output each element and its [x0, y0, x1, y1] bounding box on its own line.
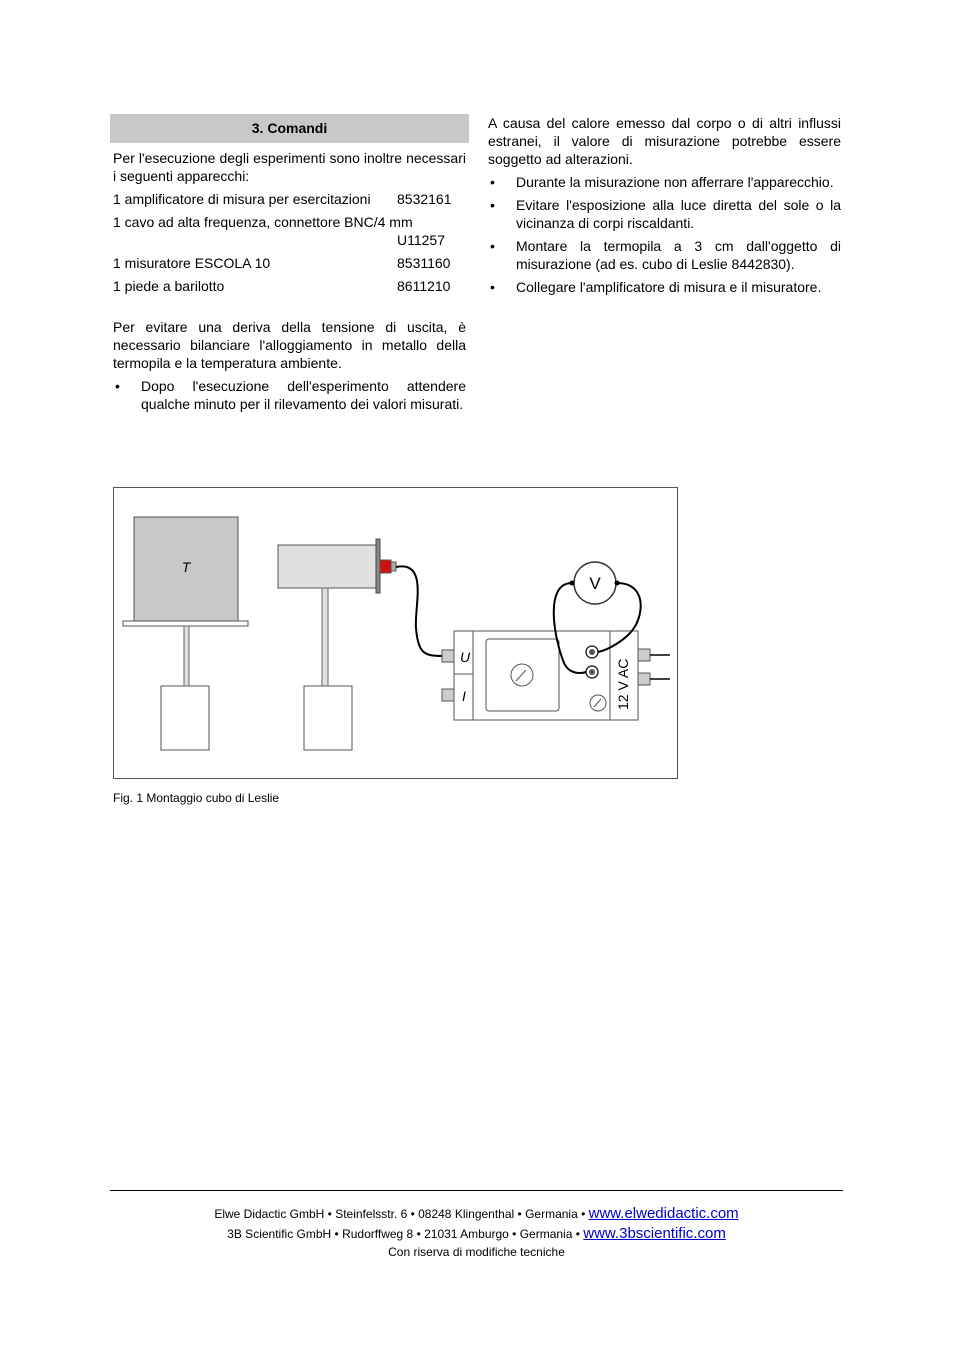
input-i-socket — [442, 689, 454, 701]
footer-address-3b: 3B Scientific GmbH • Rudorffweg 8 • 21031 Amburgo • Germania • — [227, 1227, 584, 1241]
footer-address-elwe: Elwe Didactic GmbH • Steinfelsstr. 6 • 08248 Klingenthal • Germania • — [214, 1207, 589, 1221]
equipment-desc: 1 cavo ad alta frequenza, connettore BNC/4 mm — [113, 214, 413, 230]
equipment-item — [113, 254, 466, 272]
setup-diagram — [114, 488, 679, 780]
bullet-item: • Durante la misurazione non afferrare l'apparecchio. — [488, 173, 841, 191]
bnc-cable — [396, 566, 442, 656]
thermopile-base — [304, 686, 352, 750]
influence-paragraph: A causa del calore emesso dal corpo o di altri influssi estranei, il valore di misurazione potrebbe essere soggetto ad alterazioni. — [488, 115, 841, 167]
equipment-desc: 1 misuratore ESCOLA 10 — [113, 255, 271, 271]
cube-base — [161, 686, 209, 750]
left-column — [113, 114, 466, 413]
bullet-item: • Evitare l'esposizione alla luce diretta del sole o la vicinanza di corpi riscaldanti. — [488, 196, 841, 232]
equipment-desc: 1 piede a barilotto — [113, 278, 225, 294]
3b-link[interactable]: www.3bscientific.com — [583, 1225, 726, 1242]
cube-rod — [184, 626, 189, 686]
equipment-item — [113, 277, 466, 295]
input-u-label: U — [460, 649, 471, 665]
equipment-item — [113, 213, 466, 249]
equipment-number: 8611210 — [397, 278, 451, 294]
thermopile-rod — [322, 588, 328, 686]
input-u-socket — [442, 650, 454, 662]
bullet-item: • Montare la termopila a 3 cm dall'oggetto di misurazione (ad es. cubo di Leslie 8442830). — [488, 237, 841, 273]
cube-label: T — [181, 559, 191, 575]
page-footer — [110, 1204, 843, 1260]
equipment-number: U11257 — [397, 232, 446, 248]
socket-hole — [589, 649, 595, 655]
supply-socket — [638, 649, 650, 661]
footer-disclaimer: Con riserva di modifiche tecniche — [388, 1245, 565, 1259]
voltmeter-label: V — [589, 574, 601, 593]
figure-caption: Fig. 1 Montaggio cubo di Leslie — [113, 791, 280, 805]
equipment-desc: 1 amplificatore di misura per esercitazioni — [113, 191, 371, 207]
equipment-number: 8531160 — [397, 255, 451, 271]
section-heading: 3. Comandi — [110, 114, 469, 143]
footer-line-elwe — [110, 1204, 843, 1224]
input-i-label: I — [462, 688, 466, 704]
thermopile-plug — [391, 562, 396, 571]
right-column — [488, 114, 841, 296]
thermopile-connector — [380, 560, 391, 573]
equipment-number: 8532161 — [397, 191, 452, 207]
supply-label: 12 V AC — [615, 658, 631, 710]
equipment-intro: Per l'esecuzione degli esperimenti sono inoltre necessari i seguenti apparecchi: — [113, 150, 466, 184]
bullet-item: • Dopo l'esecuzione dell'esperimento attendere qualche minuto per il rilevamento dei valori misurati. — [113, 377, 466, 413]
thermopile-body — [278, 545, 376, 588]
equipment-item — [113, 190, 466, 208]
footer-rule — [110, 1190, 843, 1191]
cube-platform — [123, 621, 248, 626]
supply-socket — [638, 673, 650, 685]
setup-figure — [113, 487, 678, 779]
thermopile-flange — [376, 539, 380, 593]
socket-hole — [589, 669, 595, 675]
footer-line-3b — [110, 1224, 843, 1244]
bullet-item: • Collegare l'amplificatore di misura e il misuratore. — [488, 278, 841, 296]
drift-paragraph: Per evitare una deriva della tensione di uscita, è necessario bilanciare l'alloggiamento in metallo della termopila e la temperatura ambiente. — [113, 319, 466, 371]
elwe-link[interactable]: www.elwedidactic.com — [588, 1205, 739, 1222]
